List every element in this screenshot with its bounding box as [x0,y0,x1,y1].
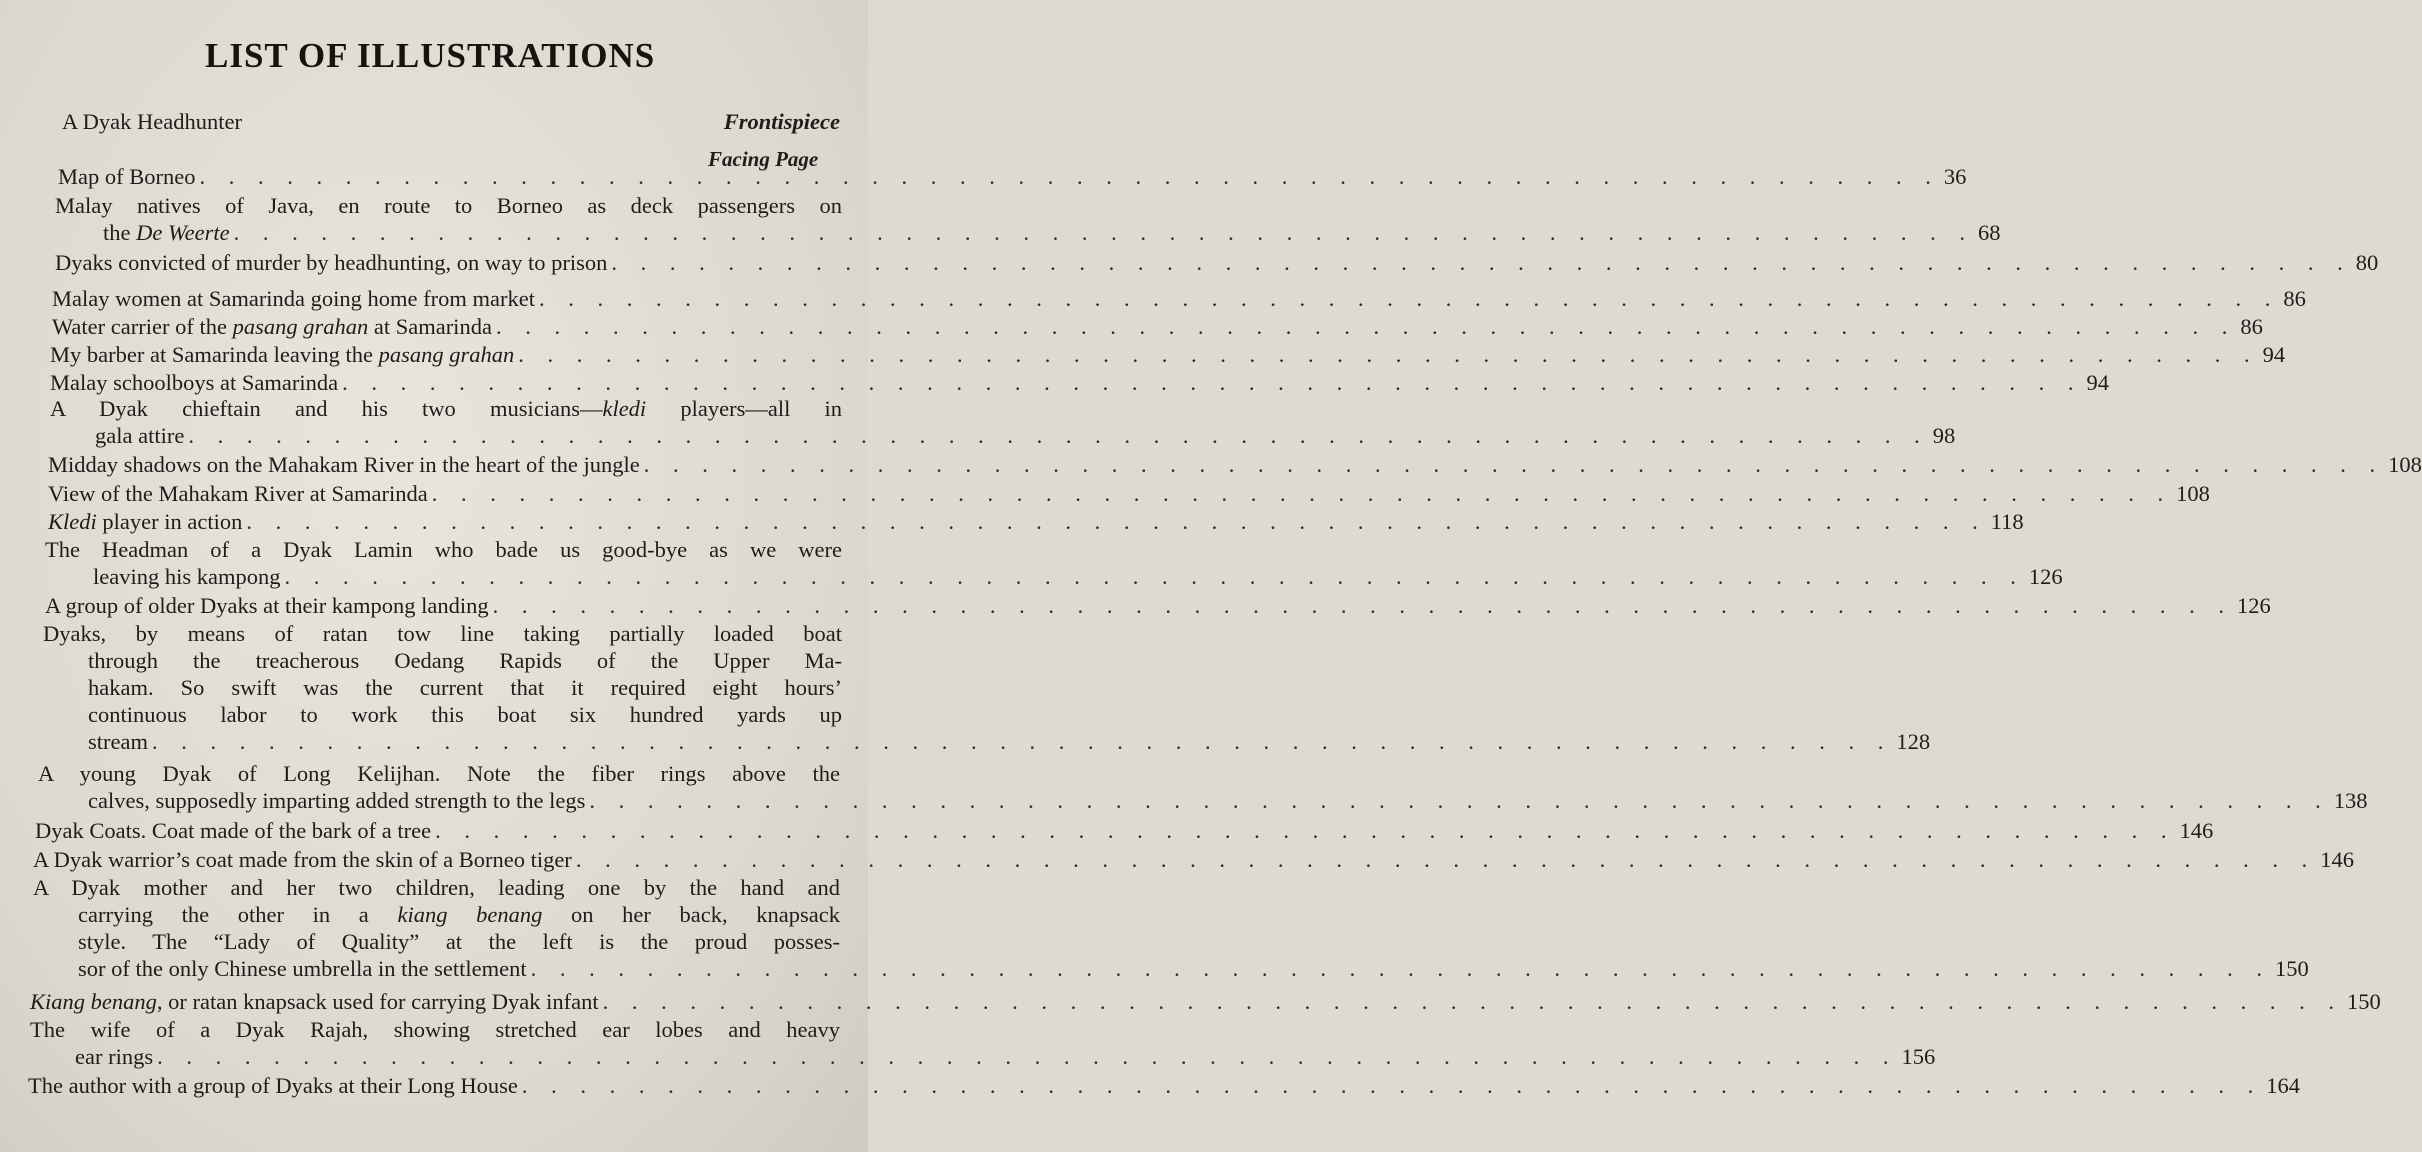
leader-dots: . . . . . . . . . . . . . . . . . . . . . . . . . . . . . . . . . . . . . . . . . . . . . . . . . . . . . . . . . . . . [157,1044,1898,1069]
entry-caption: Dyaks, by means of ratan tow line taking partially loaded boat [43,621,842,646]
entry-page: 126 [2028,564,2063,589]
illustration-entry [30,1016,1936,1070]
entry-caption: Malay natives of Java, en route to Borneo as deck passengers on [55,193,842,218]
italic-term: Kiang benang [30,989,157,1014]
entry-caption: stream [88,729,148,754]
italic-term: Kledi [48,509,97,534]
leader-dots: . . . . . . . . . . . . . . . . . . . . . . . . . . . . . . . . . . . . . . . . . . . . . . . . . . . . . . . . . . . . [643,452,2385,477]
illustration-entry [50,369,2109,396]
illustration-entry [30,988,2381,1015]
leader-dots: . . . . . . . . . . . . . . . . . . . . . . . . . . . . . . . . . . . . . . . . . . . . . . . . . . . . . . . . . . . . [246,509,1987,534]
leader-dots: . . . . . . . . . . . . . . . . . . . . . . . . . . . . . . . . . . . . . . . . . . . . . . . . . . . . . . . . . . . . [530,956,2272,981]
entry-caption: A Dyak chieftain and his two musicians—kledi players—all in [50,396,842,421]
illustration-entry [50,395,1956,449]
entry-page: 108 [2388,452,2422,477]
leader-dots: . . . . . . . . . . . . . . . . . . . . . . . . . . . . . . . . . . . . . . . . . . . . . . . . . . . . . . . . . . . . [589,788,2330,813]
illustration-entry [52,313,2263,340]
entry-caption: sor of the only Chinese umbrella in the settlement [78,956,527,981]
frontispiece-entry [62,108,840,135]
illustration-entry [45,536,2063,590]
leader-dots: . . . . . . . . . . . . . . . . . . . . . . . . . . . . . . . . . . . . . . . . . . . . . . . . . . . . . . . . . . . . [495,314,2237,339]
italic-term: De Weerte [136,220,230,245]
entry-page: Frontispiece [723,109,840,134]
entry-page: 164 [2266,1073,2301,1098]
entry-page: 146 [2320,847,2354,872]
entry-page: 36 [1943,164,1967,189]
entry-caption: The author with a group of Dyaks at their Long House [28,1073,518,1098]
entry-page: 86 [2283,286,2306,311]
illustration-entry [33,846,2354,873]
entry-caption: A Dyak warrior’s coat made from the skin of a Borneo tiger [33,847,572,872]
entry-page: 150 [2275,956,2309,981]
entry-caption: Malay women at Samarinda going home from market [52,286,535,311]
leader-dots: . . . . . . . . . . . . . . . . . . . . . . . . . . . . . . . . . . . . . . . . . . . . . . . . . . . . . . . . . . . . [575,847,2317,872]
leader-dots: . . . . . . . . . . . . . . . . . . . . . . . . . . . . . . . . . . . . . . . . . . . . . . . . . . . . . . . . . . . . [492,593,2234,618]
entry-caption: through the treacherous Oedang Rapids of the Upper Ma- [88,648,842,673]
entry-caption: hakam. So swift was the current that it required eight hours’ [88,675,842,700]
leader-dots: . . . . . . . . . . . . . . . . . . . . . . . . . . . . . . . . . . . . . . . . . . . . . . . . . . . . . . . . . . . . [188,423,1929,448]
entry-page: 80 [2355,250,2379,275]
entry-caption: style. The “Lady of Quality” at the left is the proud posses- [78,929,840,954]
leader-dots: . . . . . . . . . . . . . . . . . . . . . . . . . . . . . . . . . . . . . . . . . . . . . . . . . . . . . . . . . . . . [431,481,2173,506]
facing-page-header: Facing Page [708,147,819,171]
leader-dots: . . . . . . . . . . . . . . . . . . . . . . . . . . . . . . . . . . . . . . . . . . . . . . . . . . . . . . . . . . . . [233,220,1975,245]
entry-page: 150 [2346,989,2381,1014]
illustration-entry [55,192,2001,246]
illustration-entry [50,341,2286,368]
entry-page: 94 [2262,342,2286,367]
entry-caption: The wife of a Dyak Rajah, showing stretched ear lobes and heavy [30,1017,840,1042]
entry-caption: Kledi player in action [48,509,243,534]
entry-page: 98 [1932,423,1956,448]
leader-dots: . . . . . . . . . . . . . . . . . . . . . . . . . . . . . . . . . . . . . . . . . . . . . . . . . . . . . . . . . . . . [151,729,1893,754]
illustration-entry [58,163,1967,190]
illustration-entry [33,874,2309,982]
entry-caption: Dyaks convicted of murder by headhunting, on way to prison [55,250,608,275]
italic-term: pasang grahan [232,314,369,339]
entry-page: 156 [1901,1044,1936,1069]
entry-caption: Kiang benang, or ratan knapsack used for carrying Dyak infant [30,989,599,1014]
illustration-entry [48,508,2024,535]
italic-term: kiang benang [397,902,543,927]
leader-dots: . . . . . . . . . . . . . . . . . . . . . . . . . . . . . . . . . . . . . . . . . . . . . . . . . . . . . . . . . . . . [602,989,2343,1014]
leader-dots: . . . . . . . . . . . . . . . . . . . . . . . . . . . . . . . . . . . . . . . . . . . . . . . . . . . . . . . . . . . . [435,818,2176,843]
entry-page: 146 [2179,818,2214,843]
entry-caption: Water carrier of the pasang grahan at Samarinda [52,314,492,339]
leader-dots: . . . . . . . . . . . . . . . . . . . . . . . . . . . . . . . . . . . . . . . . . . . . . . . . . . . . . . . . . . . . [518,342,2259,367]
illustration-entry [52,285,2306,312]
entry-page: 108 [2176,481,2210,506]
entry-caption: gala attire [95,423,185,448]
entry-caption: continuous labor to work this boat six hundred yards up [88,702,842,727]
entry-page: 68 [1978,220,2001,245]
entry-caption: The Headman of a Dyak Lamin who bade us good-bye as we were [45,537,842,562]
entry-caption: the De Weerte [103,220,230,245]
entry-page: 94 [2086,370,2109,395]
illustration-entry [45,592,2271,619]
entry-page: 86 [2240,314,2263,339]
entry-caption: ear rings [75,1044,154,1069]
leader-dots: . . . . . . . . . . . . . . . . . . . . . . . . . . . . . . . . . . . . . . . . . . . . . . . . . . . . . . . . . . . . [611,250,2352,275]
entry-caption: carrying the other in a kiang benang on her back, knapsack [78,902,841,927]
page-title: LIST OF ILLUSTRATIONS [205,36,656,75]
italic-term: pasang grahan [378,342,515,367]
leader-dots: . . . . . . . . . . . . . . . . . . . . . . . . . . . . . . . . . . . . . . . . . . . . . . . . . . . . . . . . . . . . [342,370,2083,395]
entry-page: 138 [2333,788,2368,813]
leader-dots: . . . . . . . . . . . . . . . . . . . . . . . . . . . . . . . . . . . . . . . . . . . . . . . . . . . . . . . . . . . . [521,1073,2263,1098]
entry-caption: Midday shadows on the Mahakam River in the heart of the jungle [48,452,640,477]
leader-dots: . . . . . . . . . . . . . . . . . . . . . . . . . . . . . . . . . . . . . . . . . . . . . . . . . . . . . . . . . . . . [199,164,1940,189]
entry-caption: leaving his kampong [93,564,281,589]
entry-caption: calves, supposedly imparting added strength to the legs [88,788,586,813]
illustration-entry [48,451,2422,478]
entry-caption: Dyak Coats. Coat made of the bark of a tree [35,818,432,843]
entry-caption: My barber at Samarinda leaving the pasang grahan [50,342,515,367]
leader-dots: . . . . . . . . . . . . . . . . . . . . . . . . . . . . . . . . . . . . . . . . . . . . . . . . . . . . . . . . . . . . [539,286,2280,311]
entry-page: 128 [1896,729,1931,754]
illustration-entry [38,760,2368,814]
illustration-entry [48,480,2210,507]
entry-page: 118 [1990,509,2024,534]
entry-caption: View of the Mahakam River at Samarinda [48,481,428,506]
illustration-entry [35,817,2214,844]
entry-caption: Map of Borneo [58,164,196,189]
illustration-entry [28,1072,2301,1099]
entry-caption: Malay schoolboys at Samarinda [50,370,339,395]
entry-caption: A group of older Dyaks at their kampong landing [45,593,489,618]
entry-page: 126 [2237,593,2271,618]
entry-caption: A Dyak Headhunter [62,109,242,134]
italic-term: kledi [602,396,647,421]
illustration-entry [55,249,2379,276]
illustration-entry [43,620,1931,755]
entry-caption: A Dyak mother and her two children, leading one by the hand and [33,875,840,900]
entry-caption: A young Dyak of Long Kelijhan. Note the fiber rings above the [38,761,840,786]
leader-dots: . . . . . . . . . . . . . . . . . . . . . . . . . . . . . . . . . . . . . . . . . . . . . . . . . . . . . . . . . . . . [284,564,2025,589]
